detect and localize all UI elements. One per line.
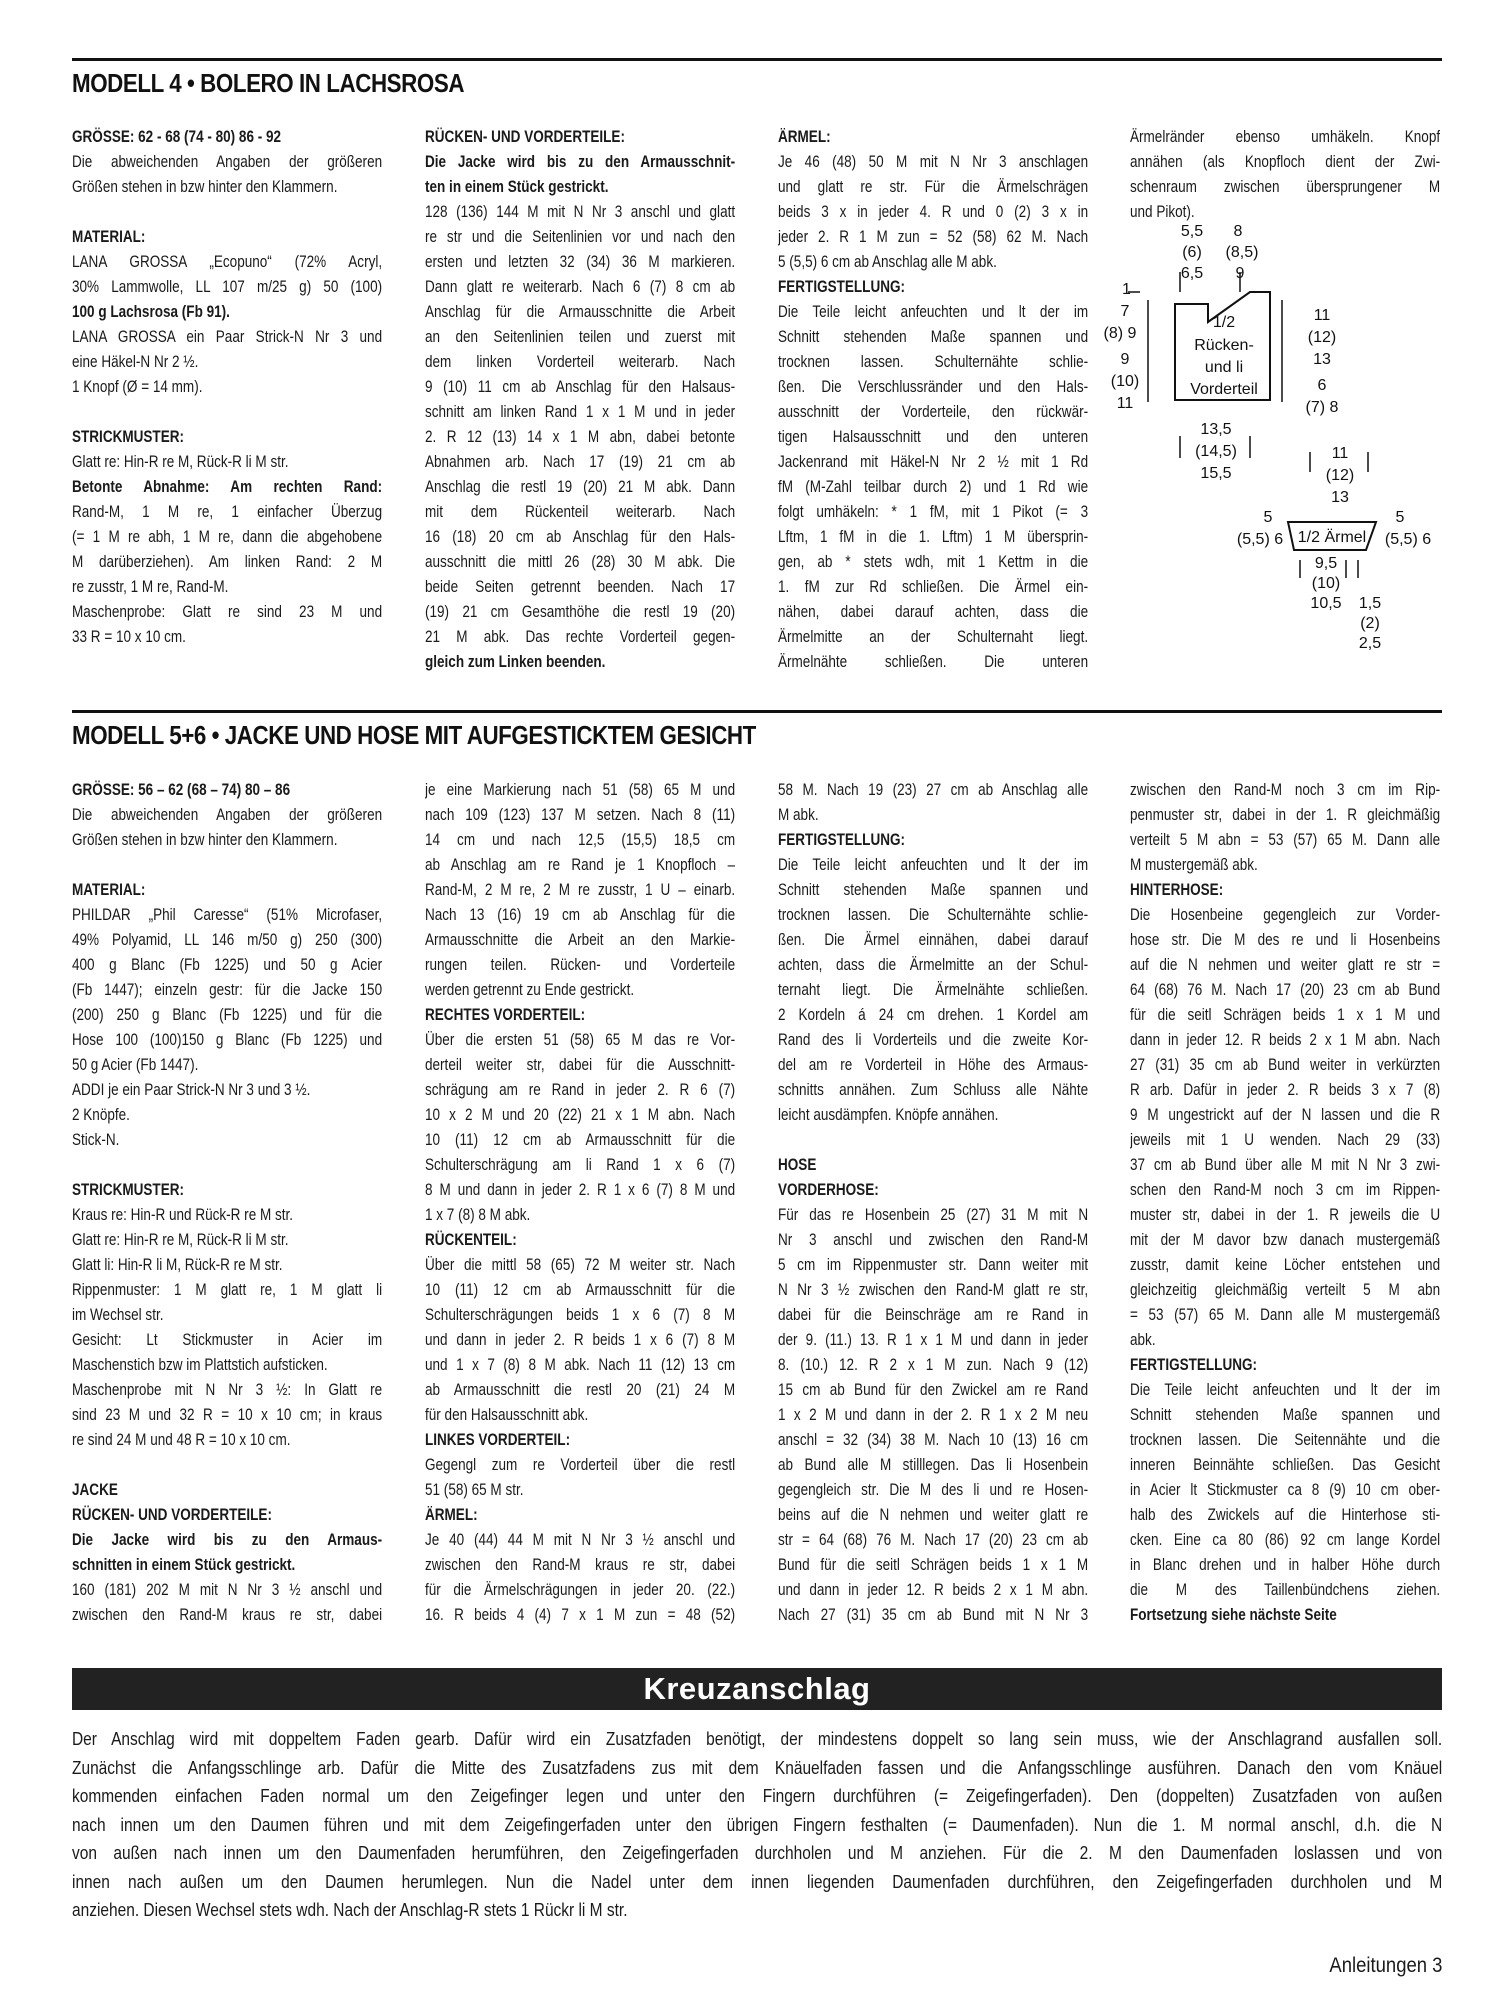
modell4-col2-line: Dann glatt re weiterarb. Nach 6 (7) 8 cm ab: [425, 278, 735, 296]
modell56-col4-line: trocknen lassen. Die Seitennähte und die: [1130, 1431, 1440, 1449]
modell56-col2-line: 8 M und dann in jeder 2. R 1 x 6 (7) 8 M und: [425, 1181, 735, 1199]
modell56-col3-line: trocknen lassen. Die Schulternähte schlie-: [778, 906, 1088, 924]
m-sleeve-left-1: 5: [1263, 509, 1273, 526]
modell4-col1-line: STRICKMUSTER:: [72, 428, 184, 446]
modell4-col2-line: 128 (136) 144 M mit N Nr 3 anschl und glatt: [425, 203, 735, 221]
modell4-col2-line: gleich zum Linken beenden.: [425, 653, 606, 671]
modell56-col4-line: 37 cm ab Bund über alle M mit N Nr 3 zwi-: [1130, 1156, 1440, 1174]
modell4-col1-line: 100 g Lachsrosa (Fb 91).: [72, 303, 230, 321]
modell56-col3-line: gegengleich str. Die M des li und re Hosen-: [778, 1481, 1088, 1499]
modell56-col2-line: derteil weiter str, dabei für die Ausschnitt-: [425, 1056, 735, 1074]
modell56-col2-line: RECHTES VORDERTEIL:: [425, 1006, 586, 1024]
modell56-col4-line: verteilt 5 M abn = 53 (57) 65 M. Dann alle: [1130, 831, 1440, 849]
modell56-col4-line: FERTIGSTELLUNG:: [1130, 1356, 1258, 1374]
modell56-col3-line: 5 cm im Rippenmuster str. Dann weiter mit: [778, 1256, 1088, 1274]
pattern-schematic: [1100, 222, 1470, 672]
modell56-col2-line: 51 (58) 65 M str.: [425, 1481, 524, 1499]
modell4-col3-line: gen, ab * stets wdh, mit 1 Kettm in die: [778, 553, 1088, 571]
modell4-col2-line: Die Jacke wird bis zu den Armausschnit-: [425, 153, 735, 171]
m-left-lower-3: 11: [1116, 395, 1134, 412]
modell4-col1-line: GRÖSSE: 62 - 68 (74 - 80) 86 - 92: [72, 128, 282, 146]
modell4-col2-line: ausschnitt die mittl 26 (28) 30 M abk. Die: [425, 553, 735, 571]
modell4-col1-line: (= 1 M re abh, 1 M re, dann die abgehobene: [72, 528, 382, 546]
m-top-left: 1: [1122, 281, 1131, 298]
modell56-col2-line: ÄRMEL:: [425, 1506, 478, 1524]
modell56-col3: [778, 778, 1088, 1628]
modell56-col4-line: zusstr, damit keine Löcher entstehen und: [1130, 1256, 1440, 1274]
modell4-col1-line: Größen stehen in bzw hinter den Klammern.: [72, 178, 338, 196]
modell56-col3-line: 58 M. Nach 19 (23) 27 cm ab Anschlag alle: [778, 781, 1088, 799]
modell56-col3-line: VORDERHOSE:: [778, 1181, 879, 1199]
modell56-col4-line: Die Teile leicht anfeuchten und lt der im: [1130, 1381, 1440, 1399]
modell4-col1-line: Rand-M, 1 M re, 1 einfacher Überzug: [72, 503, 382, 521]
modell4-col1: [72, 125, 382, 650]
modell56-col3-line: Schnitt stehenden Maße spannen und: [778, 881, 1088, 899]
modell4-col1-line: eine Häkel-N Nr 2 ½.: [72, 353, 199, 371]
modell4-col3-line: FERTIGSTELLUNG:: [778, 278, 906, 296]
modell56-col1-line: Kraus re: Hin-R und Rück-R re M str.: [72, 1206, 294, 1224]
modell56-col2-line: ab Anschlag am re Rand je 1 Knopfloch –: [425, 856, 735, 874]
modell4-col2-line: Anschlag die restl 19 (20) 21 M abk. Dann: [425, 478, 735, 496]
modell4-col1-line: Betonte Abnahme: Am rechten Rand:: [72, 478, 382, 496]
modell4-rule: [72, 58, 1442, 61]
modell4-col3-line: Jackenrand mit Häkel-N Nr 2 ½ mit 1 Rd: [778, 453, 1088, 471]
modell56-col4-line: Fortsetzung siehe nächste Seite: [1130, 1606, 1337, 1624]
modell56-col2: [425, 778, 735, 1628]
modell56-col3-line: FERTIGSTELLUNG:: [778, 831, 906, 849]
modell4-col1-line: re zusstr, 1 M re, Rand-M.: [72, 578, 229, 596]
modell56-col3-line: beins auf die N nehmen und weiter glatt re: [778, 1506, 1088, 1524]
modell56-col2-line: Schulterschrägung am li Rand 1 x 6 (7): [425, 1156, 735, 1174]
modell4-col3-line: jeder 2. R 1 M zun = 52 (58) 62 M. Nach: [778, 228, 1088, 246]
modell56-col1-line: re sind 24 M und 48 R = 10 x 10 cm.: [72, 1431, 291, 1449]
modell56-col1-line: 49% Polyamid, LL 146 m/50 g) 250 (300): [72, 931, 382, 949]
modell4-col2-line: mit dem Rückenteil weiterarb. Nach: [425, 503, 735, 521]
back-label-3: und li: [1204, 359, 1244, 376]
modell56-col1-line: PHILDAR „Phil Caresse“ (51% Microfaser,: [72, 906, 382, 924]
modell56-col3-line: ternaht liegt. Die Ärmelnähte schließen.: [778, 981, 1088, 999]
modell4-col1-line: 33 R = 10 x 10 cm.: [72, 628, 186, 646]
modell56-col2-line: Rand-M, 2 M re, 2 M re zusstr, 1 U – einarb.: [425, 881, 735, 899]
modell56-col1-line: Maschenstich bzw im Plattstich aufsticken.: [72, 1356, 328, 1374]
modell4-col2-line: 2. R 12 (13) 14 x 1 M abn, dabei betonte: [425, 428, 735, 446]
modell56-col2-line: je eine Markierung nach 51 (58) 65 M und: [425, 781, 735, 799]
modell4-col3-line: Ärmelmitte an der Schulternaht liegt.: [778, 628, 1088, 646]
back-label-1: 1/2: [1212, 314, 1236, 331]
modell56-col3-line: 15 cm ab Bund für den Zwickel am re Rand: [778, 1381, 1088, 1399]
modell56-col2-line: 10 (11) 12 cm ab Armausschnitt für die: [425, 1131, 735, 1149]
modell4-col3-line: tigen Halsausschnitt und den unteren: [778, 428, 1088, 446]
modell56-col1-line: Die abweichenden Angaben der größeren: [72, 806, 382, 824]
modell56-col4-line: penmuster str, dabei in der 1. R gleichmäßig: [1130, 806, 1440, 824]
m-bottom-1: 13,5: [1200, 421, 1232, 438]
modell56-col1-line: Maschenprobe mit N Nr 3 ½: In Glatt re: [72, 1381, 382, 1399]
kreuzanschlag-text-line: anziehen. Diesen Wechsel stets wdh. Nach der Anschlag-R stets 1 Rückr li M str.: [72, 1900, 628, 1920]
modell56-col1-line: JACKE: [72, 1481, 118, 1499]
modell56-col1-line: (Fb 1447); einzeln gestr: für die Jacke 150: [72, 981, 382, 999]
modell4-col4: [1130, 125, 1440, 225]
m-sleeve-top-3: 13: [1331, 489, 1349, 506]
m-sleeve-top-2: (12): [1325, 467, 1355, 484]
back-label-4: Vorderteil: [1190, 381, 1258, 398]
modell56-col1-line: Rippenmuster: 1 M glatt re, 1 M glatt li: [72, 1281, 382, 1299]
modell4-col2-line: an den Seitenlinien teilen und zuerst mit: [425, 328, 735, 346]
modell56-col1-line: 400 g Blanc (Fb 1225) und 50 g Acier: [72, 956, 382, 974]
modell56-col4-line: Schnitt stehenden Maße spannen und: [1130, 1406, 1440, 1424]
modell56-col3-line: HOSE: [778, 1156, 817, 1174]
modell56-col4-line: HINTERHOSE:: [1130, 881, 1224, 899]
kreuzanschlag-text-line: Der Anschlag wird mit doppeltem Faden gearb. Dafür wird ein Zusatzfaden benötigt, der mindestens doppelt so lang sein muss, wie der Anschlagrand ausfallen soll.: [72, 1729, 1443, 1749]
modell56-col1-line: [72, 1153, 326, 1178]
modell56-col2-line: Schulterschrägungen beids 1 x 6 (7) 8 M: [425, 1306, 735, 1324]
modell4-col1-line: Maschenprobe: Glatt re sind 23 M und: [72, 603, 382, 621]
m-sleeve-bottom-3: 10,5: [1310, 595, 1342, 612]
modell4-col2-line: ersten und letzten 32 (34) 36 M markieren.: [425, 253, 735, 271]
m-sleeve-top-1: 11: [1331, 445, 1349, 462]
modell4-col3: [778, 125, 1088, 675]
modell56-col3-line: 1 x 2 M und dann in der 2. R 1 x 2 M neu: [778, 1406, 1088, 1424]
modell56-col4-line: inneren Beinnähte schließen. Das Gesicht: [1130, 1456, 1440, 1474]
modell56-col3-line: 2 Kordeln á 24 cm drehen. 1 Kordel am: [778, 1006, 1088, 1024]
modell56-col2-line: Armausschnitte die Arbeit an den Markie-: [425, 931, 735, 949]
modell56-col1-line: Hose 100 (100)150 g Blanc (Fb 1225) und: [72, 1031, 382, 1049]
modell56-col1-line: im Wechsel str.: [72, 1306, 164, 1324]
m-right-upper-3: 13: [1313, 351, 1331, 368]
modell56-col4-line: in Blanc drehen und in halber Höhe durch: [1130, 1556, 1440, 1574]
modell4-col2-line: (19) 21 cm Gesamthöhe die restl 19 (20): [425, 603, 735, 621]
modell56-col2-line: Gegengl zum re Vorderteil über die restl: [425, 1456, 735, 1474]
m-sleeve-cuff-2: (2): [1360, 615, 1380, 632]
sleeve-label: 1/2 Ärmel: [1297, 529, 1367, 546]
modell4-col3-line: fM (M-Zahl teilbar durch 2) und 1 Rd wie: [778, 478, 1088, 496]
modell56-col3-line: Für das re Hosenbein 25 (27) 31 M mit N: [778, 1206, 1088, 1224]
modell4-col4-line: und Pikot).: [1130, 203, 1195, 221]
m-neck-1: 8: [1233, 223, 1243, 240]
modell56-col1-line: Gesicht: Lt Stickmuster in Acier im: [72, 1331, 382, 1349]
m-shoulder-3: 6,5: [1180, 265, 1204, 282]
modell56-col1-line: [72, 853, 326, 878]
modell56-col1-line: GRÖSSE: 56 – 62 (68 – 74) 80 – 86: [72, 781, 291, 799]
modell4-col3-line: trocknen lassen. Schulternähte schlie-: [778, 353, 1088, 371]
modell56-col2-line: Über die ersten 51 (58) 65 M das re Vor-: [425, 1031, 735, 1049]
modell56-col3-line: Nr 3 anschl und zwischen den Rand-M: [778, 1231, 1088, 1249]
modell56-col2-line: werden getrennt zu Ende gestrickt.: [425, 981, 635, 999]
modell56-col3-line: anschl = 32 (34) 38 M. Nach 10 (13) 16 cm: [778, 1431, 1088, 1449]
modell4-col1-line: M darüberziehen). Am linken Rand: 2 M: [72, 553, 382, 571]
modell56-col2-line: Nach 13 (16) 19 cm ab Anschlag für die: [425, 906, 735, 924]
modell56-col1-line: 2 Knöpfe.: [72, 1106, 130, 1124]
modell56-col2-line: 10 x 2 M und 20 (22) 21 x 1 M abn. Nach: [425, 1106, 735, 1124]
modell56-col4-line: abk.: [1130, 1331, 1156, 1349]
modell56-col4-line: hose str. Die M des re und li Hosenbeins: [1130, 931, 1440, 949]
kreuzanschlag-banner: [72, 1668, 1442, 1710]
modell56-col2-line: 16. R beids 4 (4) 7 x 1 M zun = 48 (52): [425, 1606, 735, 1624]
m-sleeve-left-2: (5,5) 6: [1236, 531, 1284, 548]
modell56-col2-line: nach 109 (123) 137 M setzen. Nach 8 (11): [425, 806, 735, 824]
modell4-col2-line: Abnahmen arb. Nach 17 (19) 21 cm ab: [425, 453, 735, 471]
modell4-col2-line: re str und die Seitenlinien vor und nach den: [425, 228, 735, 246]
modell4-col4-line: schenraum zwischen übersprungener M: [1130, 178, 1440, 196]
modell4-col1-line: [72, 200, 326, 225]
modell4-col2: [425, 125, 735, 675]
modell56-col3-line: 8. (10.) 12. R 2 x 1 M zun. Nach 9 (12): [778, 1356, 1088, 1374]
m-bottom-3: 15,5: [1200, 465, 1232, 482]
modell4-col1-line: Glatt re: Hin-R re M, Rück-R li M str.: [72, 453, 289, 471]
modell56-col1-line: RÜCKEN- UND VORDERTEILE:: [72, 1506, 272, 1524]
modell4-col3-line: nähen, dabei darauf achten, dass die: [778, 603, 1088, 621]
m-right-lower-2: (7) 8: [1305, 399, 1339, 416]
modell56-col4-line: R arb. Dafür in jeder 2. R beids 3 x 7 (8): [1130, 1081, 1440, 1099]
modell4-col3-line: und glatt re str. Für die Ärmelschrägen: [778, 178, 1088, 196]
modell56-col4-line: 64 (68) 76 M. Nach 17 (20) 23 cm ab Bund: [1130, 981, 1440, 999]
kreuzanschlag-text-line: nach innen um den Daumen führen und mit dem Zeigefingerfaden unter den übrigen Fingern festhalten (= Daumenfaden). Nun die 1. M normal anschl, d.h. die N: [72, 1814, 1443, 1835]
modell56-col3-line: str = 64 (68) 76 M. Nach 17 (20) 23 cm ab: [778, 1531, 1088, 1549]
modell56-col1-line: (200) 250 g Blanc (Fb 1225) und für die: [72, 1006, 382, 1024]
m-sleeve-right-1: 5: [1395, 509, 1405, 526]
modell56-col4-line: in Acier lt Stickmuster ca 8 (9) 10 cm ober-: [1130, 1481, 1440, 1499]
modell4-col2-line: dem linken Vorderteil weiterarb. Nach: [425, 353, 735, 371]
modell4-col2-line: 16 (18) 20 cm ab Anschlag für den Hals-: [425, 528, 735, 546]
modell4-col2-line: ten in einem Stück gestrickt.: [425, 178, 609, 196]
modell56-col4-line: 9 M ungestrickt auf der N lassen und die R: [1130, 1106, 1440, 1124]
modell4-col3-line: ßen. Die Verschlussränder und den Hals-: [778, 378, 1088, 396]
modell56-col3-line: del am re Vorderteil in Höhe des Armaus-: [778, 1056, 1088, 1074]
modell56-col1-line: 160 (181) 202 M mit N Nr 3 ½ anschl und: [72, 1581, 382, 1599]
modell56-col3-line: ßen. Die Ärmel einnähen, dabei darauf: [778, 931, 1088, 949]
modell4-col1-line: MATERIAL:: [72, 228, 146, 246]
modell56-col4-line: dann in jeder 12. R beids 2 x 1 M abn. Nach: [1130, 1031, 1440, 1049]
modell56-col3-line: M abk.: [778, 806, 819, 824]
modell56-col3-line: achten, dass die Ärmelmitte an der Schul-: [778, 956, 1088, 974]
modell56-col2-line: 1 x 7 (8) 8 M abk.: [425, 1206, 531, 1224]
m-shoulder-1: 5,5: [1180, 223, 1204, 240]
m-shoulder-2: (6): [1182, 244, 1202, 261]
kreuzanschlag-text-line: kommenden einfachen Faden normal um den Zeigefinger legen und unter den Fingern durchführen (= Zeigefingerfaden). Den (doppelten) Zusatzfaden von außen: [72, 1786, 1443, 1806]
modell4-col1-line: LANA GROSSA „Ecopuno“ (72% Acryl,: [72, 253, 382, 271]
modell56-col3-line: leicht ausdämpfen. Knöpfe annähen.: [778, 1106, 999, 1124]
m-sleeve-right-2: (5,5) 6: [1384, 531, 1432, 548]
modell4-col3-line: 5 (5,5) 6 cm ab Anschlag alle M abk.: [778, 253, 997, 271]
kreuzanschlag-text-line: innen nach außen um den Daumen herumlegen. Nun die Nadel unter dem innen liegenden Daumenfaden durchführen, den Zeigefingerfaden durchholen und M: [72, 1871, 1443, 1892]
m-right-upper-2: (12): [1307, 329, 1337, 346]
modell56-col4-line: zwischen den Rand-M noch 3 cm im Rip-: [1130, 781, 1440, 799]
modell56-col2-line: Über die mittl 58 (65) 72 M weiter str. Nach: [425, 1256, 735, 1274]
modell56-col3-line: N Nr 3 ½ zwischen den Rand-M glatt re str,: [778, 1281, 1088, 1299]
modell4-col2-line: beide Seiten getrennt beenden. Nach 17: [425, 578, 735, 596]
modell56-col2-line: für die Ärmelschrägungen in jeder 20. (22.): [425, 1581, 735, 1599]
modell56-col2-line: schrägung am re Rand in jeder 2. R 6 (7): [425, 1081, 735, 1099]
modell56-col2-line: LINKES VORDERTEIL:: [425, 1431, 571, 1449]
modell4-col3-line: ausschnitt der Vorderteile, den rückwär-: [778, 403, 1088, 421]
modell56-col3-line: Nach 27 (31) 35 cm ab Bund mit N Nr 3: [778, 1606, 1088, 1624]
modell4-col2-line: 21 M abk. Das rechte Vorderteil gegen-: [425, 628, 735, 646]
modell4-col3-line: Je 46 (48) 50 M mit N Nr 3 anschlagen: [778, 153, 1088, 171]
m-left-lower-1: 9: [1120, 351, 1130, 368]
modell56-col1-line: [72, 1453, 326, 1478]
m-left-upper-1: 7: [1120, 303, 1130, 320]
modell56-col4-line: die M des Taillenbündchens ziehen.: [1130, 1581, 1440, 1599]
m-sleeve-bottom-1: 9,5: [1314, 555, 1338, 572]
modell56-col1-line: Glatt li: Hin-R li M, Rück-R re M str.: [72, 1256, 283, 1274]
modell56-col3-line: der 9. (11.) 13. R 1 x 1 M und dann in jeder: [778, 1331, 1088, 1349]
modell56-col2-line: 10 (11) 12 cm ab Armausschnitt für die: [425, 1281, 735, 1299]
modell56-col3-line: schnitts annähen. Zum Schluss alle Nähte: [778, 1081, 1088, 1099]
modell56-col2-line: RÜCKENTEIL:: [425, 1231, 517, 1249]
modell56-col4-line: jeweils mit 1 U wenden. Nach 29 (33): [1130, 1131, 1440, 1149]
modell56-col2-line: und dann in jeder 2. R beids 1 x 6 (7) 8 M: [425, 1331, 735, 1349]
modell56-col2-line: Je 40 (44) 44 M mit N Nr 3 ½ anschl und: [425, 1531, 735, 1549]
page-footer: Anleitungen 3: [1328, 1954, 1442, 1977]
modell4-col3-line: Die Teile leicht anfeuchten und lt der im: [778, 303, 1088, 321]
modell4-col1-line: 30% Lammwolle, LL 107 m/25 g) 50 (100): [72, 278, 382, 296]
modell56-col4-line: Die Hosenbeine gegengleich zur Vorder-: [1130, 906, 1440, 924]
modell56-col4-line: schen den Rand-M noch 3 cm im Rippen-: [1130, 1181, 1440, 1199]
modell56-col4: [1130, 778, 1440, 1628]
modell56-col4-line: gleichzeitig gleichmäßig verteilt 5 M abn: [1130, 1281, 1440, 1299]
modell56-col3-line: dabei für die Beinschräge am re Rand in: [778, 1306, 1088, 1324]
modell56-col4-line: halb des Zwickels auf die Hinterhose sti-: [1130, 1506, 1440, 1524]
modell56-col1: [72, 778, 382, 1628]
modell4-col3-line: beids 3 x in jeder 4. R und 0 (2) 3 x in: [778, 203, 1088, 221]
m-right-upper-1: 11: [1313, 307, 1331, 324]
m-left-lower-2: (10): [1110, 373, 1140, 390]
modell56-col2-line: ab Armausschnitt die restl 20 (21) 24 M: [425, 1381, 735, 1399]
modell4-col4-line: Ärmelränder ebenso umhäkeln. Knopf: [1130, 128, 1440, 146]
modell56-rule: [72, 710, 1442, 713]
modell4-col1-line: 1 Knopf (Ø = 14 mm).: [72, 378, 203, 396]
modell56-col4-line: auf die N nehmen und weiter glatt re str =: [1130, 956, 1440, 974]
m-sleeve-cuff-3: 2,5: [1358, 635, 1382, 652]
modell4-col3-line: folgt umhäkeln: * 1 fM, mit 1 Pikot (= 3: [778, 503, 1088, 521]
modell4-col3-line: 1. fM zur Rd schließen. Die Ärmel ein-: [778, 578, 1088, 596]
modell56-col4-line: 27 (31) 35 cm ab Bund weiter in verkürzten: [1130, 1056, 1440, 1074]
modell56-col4-line: muster str, dabei in der 1. R jeweils die U: [1130, 1206, 1440, 1224]
modell56-col3-line: Rand des li Vorderteils und die zweite Kor-: [778, 1031, 1088, 1049]
modell56-col1-line: 50 g Acier (Fb 1447).: [72, 1056, 199, 1074]
modell56-col2-line: für den Halsausschnitt abk.: [425, 1406, 589, 1424]
modell56-col1-line: MATERIAL:: [72, 881, 146, 899]
modell56-col1-line: Stick-N.: [72, 1131, 120, 1149]
modell56-col1-line: ADDI je ein Paar Strick-N Nr 3 und 3 ½.: [72, 1081, 311, 1099]
modell56-col4-line: M mustergemäß abk.: [1130, 856, 1258, 874]
kreuzanschlag-text-line: von außen nach innen um den Daumenfaden herumführen, den Zeigefingerfaden durchholen und M anziehen. Für die 2. M den Daumenfaden loslassen und von: [72, 1843, 1443, 1863]
modell56-col4-line: mit der M davor bzw danach mustergemäß: [1130, 1231, 1440, 1249]
m-neck-3: 9: [1235, 265, 1245, 282]
modell56-col3-line: Die Teile leicht anfeuchten und lt der im: [778, 856, 1088, 874]
kreuzanschlag-text-line: Zunächst die Anfangsschlinge arb. Dafür die Mitte des Zusatzfadens zus mit dem Knäuelfaden fassen und die Anfangsschlinge ausführen. Danach den vom Knäuel: [72, 1757, 1443, 1778]
modell4-col2-line: Anschlag für die Armausschnitte die Arbeit: [425, 303, 735, 321]
kreuzanschlag-text: [72, 1725, 1442, 1925]
modell56-col1-line: schnitten in einem Stück gestrickt.: [72, 1556, 296, 1574]
modell56-col1-line: zwischen den Rand-M kraus re str, dabei: [72, 1606, 382, 1624]
modell4-col2-line: RÜCKEN- UND VORDERTEILE:: [425, 128, 625, 146]
modell56-col1-line: STRICKMUSTER:: [72, 1181, 184, 1199]
modell56-col1-line: Größen stehen in bzw hinter den Klammern.: [72, 831, 338, 849]
modell56-col1-line: Glatt re: Hin-R re M, Rück-R li M str.: [72, 1231, 289, 1249]
m-neck-2: (8,5): [1225, 244, 1259, 261]
m-sleeve-bottom-2: (10): [1311, 575, 1341, 592]
modell4-col3-line: ÄRMEL:: [778, 128, 831, 146]
modell56-col4-line: für die seitl Schrägen beids 1 x 1 M und: [1130, 1006, 1440, 1024]
modell4-col3-line: Lftm, 1 fM in die 1. Lftm) 1 M übersprin-: [778, 528, 1088, 546]
modell56-col3-line: Bund für die seitl Schrägen beids 1 x 1 M: [778, 1556, 1088, 1574]
modell4-col2-line: schnitt am linken Rand 1 x 1 M und in jeder: [425, 403, 735, 421]
m-sleeve-cuff-1: 1,5: [1358, 595, 1382, 612]
kreuzanschlag-title: Kreuzanschlag: [643, 1671, 871, 1706]
modell4-col1-line: LANA GROSSA ein Paar Strick-N Nr 3 und: [72, 328, 382, 346]
modell56-col1-line: sind 23 M und 32 R = 10 x 10 cm; in kraus: [72, 1406, 382, 1424]
back-label-2: Rücken-: [1194, 337, 1254, 354]
m-bottom-2: (14,5): [1195, 443, 1237, 460]
modell56-col3-line: [778, 1128, 1032, 1153]
modell56-col2-line: rungen teilen. Rücken- und Vorderteile: [425, 956, 735, 974]
modell56-col4-line: = 53 (57) 65 M. Dann alle M mustergemäß: [1130, 1306, 1440, 1324]
modell56-col4-line: cken. Eine ca 80 (86) 92 cm lange Kordel: [1130, 1531, 1440, 1549]
modell56-col2-line: und 1 x 7 (8) 8 M abk. Nach 11 (12) 13 cm: [425, 1356, 735, 1374]
modell4-col3-line: Ärmelnähte schließen. Die unteren: [778, 653, 1088, 671]
modell4-col1-line: [72, 400, 326, 425]
modell56-col2-line: 14 cm und nach 12,5 (15,5) 18,5 cm: [425, 831, 735, 849]
modell56-col2-line: zwischen den Rand-M kraus re str, dabei: [425, 1556, 735, 1574]
modell4-title: MODELL 4 • BOLERO IN LACHSROSA: [72, 68, 465, 98]
modell56-col1-line: Die Jacke wird bis zu den Armaus-: [72, 1531, 382, 1549]
modell4-col1-line: Die abweichenden Angaben der größeren: [72, 153, 382, 171]
modell56-title: MODELL 5+6 • JACKE UND HOSE MIT AUFGESTICKTEM GESICHT: [72, 720, 756, 750]
modell56-col3-line: und dann in jeder 12. R beids 2 x 1 M abn.: [778, 1581, 1088, 1599]
m-left-upper-2: (8) 9: [1103, 325, 1137, 342]
modell4-col3-line: Schnitt stehenden Maße spannen und: [778, 328, 1088, 346]
modell56-col3-line: ab Bund alle M stilllegen. Das li Hosenbein: [778, 1456, 1088, 1474]
m-right-lower-1: 6: [1317, 377, 1327, 394]
modell4-col4-line: annähen (als Knopfloch dient der Zwi-: [1130, 153, 1440, 171]
modell4-col2-line: 9 (10) 11 cm ab Anschlag für den Halsaus-: [425, 378, 735, 396]
